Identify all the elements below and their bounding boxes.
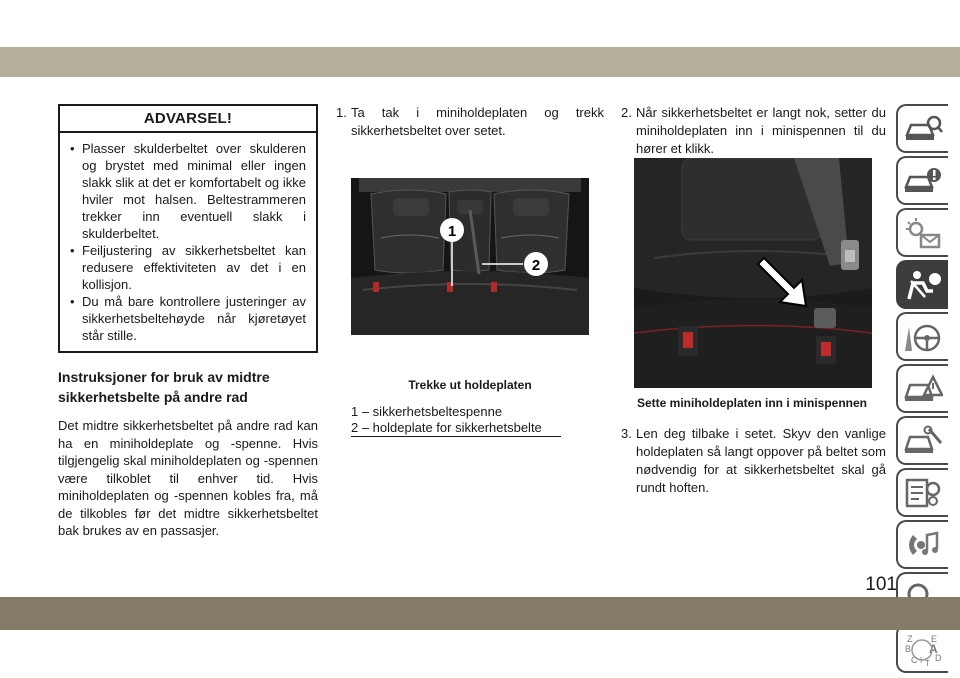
step-text: Len deg tilbake i setet. Skyv den vanlige holdeplaten så langt oppover på beltet som nødvendig for at sikkerhetsbeltet skal gå rundt hoften.: [636, 426, 886, 495]
footer-band: [0, 597, 960, 630]
multimedia-icon: [903, 529, 943, 561]
tab-car-warning[interactable]: [896, 156, 948, 205]
tab-steering-wheel[interactable]: [896, 312, 948, 361]
column-left: [58, 104, 318, 540]
seatbelt-airbag-icon: [903, 269, 943, 301]
callout-1: 1: [447, 223, 457, 240]
step-1: [336, 104, 604, 140]
svg-text:B: B: [905, 643, 912, 654]
legend-item: 1 – sikkerhetsbeltespenne: [351, 404, 503, 419]
step-2: [621, 104, 886, 158]
svg-text:C: C: [911, 654, 918, 665]
tab-roadside-warning[interactable]: [896, 364, 948, 413]
svg-text:Z: Z: [907, 633, 913, 644]
svg-text:I: I: [920, 655, 923, 665]
car-info-icon: [903, 113, 943, 145]
step-3: [621, 425, 886, 497]
warning-item: • Plasser skulderbeltet over skulderen og brystet med minimal eller ingen slakk slik at det er komfortabelt og ikke hviler mot halsen. Beltestrammeren trekker inn eventuell slakk i skulderbeltet.: [68, 140, 306, 242]
svg-text:A: A: [929, 641, 938, 656]
tab-seatbelt-airbag[interactable]: [896, 260, 948, 309]
car-warning-icon: [903, 165, 943, 197]
figure-left-legend: [351, 404, 561, 436]
step-text: Ta tak i miniholdeplaten og trekk sikkerhetsbeltet over setet.: [351, 105, 604, 138]
tab-multimedia[interactable]: [896, 520, 948, 569]
dashboard-lights-icon: [903, 217, 943, 249]
svg-text:T: T: [925, 658, 930, 666]
index-icon: [903, 632, 943, 666]
figure-rear-seat-photo: [351, 178, 589, 335]
steering-wheel-icon: [903, 321, 943, 353]
section-paragraph: Det midtre sikkerhetsbeltet på andre rad kan ha en miniholdeplate og -spenne. Hvis tilgjengelig skal miniholdeplaten og -spennen være tilkoblet til enhver tid. Hvis miniholdeplaten og -spennen kobles fra, må de tilkobles før det midtre sikkerhetsbeltet bak brukes av en passasjer.: [58, 418, 318, 538]
header-band: [0, 47, 960, 77]
buckle-illustration: [634, 158, 872, 388]
car-service-icon: [903, 425, 943, 457]
specifications-icon: [903, 477, 943, 509]
tab-index[interactable]: [896, 624, 948, 673]
legend-item: 2 – holdeplate for sikkerhetsbelte: [351, 420, 542, 435]
step-number: 3.: [621, 426, 632, 441]
column-right-lower: [621, 425, 886, 497]
tab-dashboard-lights[interactable]: [896, 208, 948, 257]
warning-item: • Feiljustering av sikkerhetsbeltet kan redusere effektiviteten av det i en kollisjon.: [68, 242, 306, 293]
roadside-warning-icon: [903, 373, 943, 405]
svg-text:E: E: [931, 633, 938, 644]
warning-title: ADVARSEL!: [60, 106, 316, 133]
step-number: 1.: [336, 105, 347, 120]
figure-right-caption: Sette miniholdeplaten inn i minispennen: [636, 396, 868, 410]
svg-text:D: D: [935, 652, 942, 663]
section-heading: Instruksjoner for bruk av midtre sikkerhetsbelte på andre rad: [58, 369, 270, 405]
figure-buckle-photo: [634, 158, 872, 388]
rear-seat-illustration: [351, 178, 589, 335]
tab-car-service[interactable]: [896, 416, 948, 465]
step-number: 2.: [621, 105, 632, 120]
step-text: Når sikkerhetsbeltet er langt nok, setter du miniholdeplaten inn i minispennen til du hører et klikk.: [636, 105, 886, 156]
column-right: [621, 104, 886, 158]
warning-box: [58, 104, 318, 353]
column-middle: [336, 104, 604, 140]
warning-item: • Du må bare kontrollere justeringer av sikkerhetsbeltehøyde når kjøretøyet står stille.: [68, 293, 306, 344]
tab-specifications[interactable]: [896, 468, 948, 517]
chapter-sidebar: [896, 104, 952, 676]
callout-2: 2: [531, 257, 541, 274]
page-number: 101: [865, 574, 897, 595]
warning-list: [60, 133, 316, 351]
figure-left-caption: Trekke ut holdeplaten: [408, 378, 532, 392]
tab-car-info[interactable]: [896, 104, 948, 153]
legend-divider: [351, 436, 561, 437]
